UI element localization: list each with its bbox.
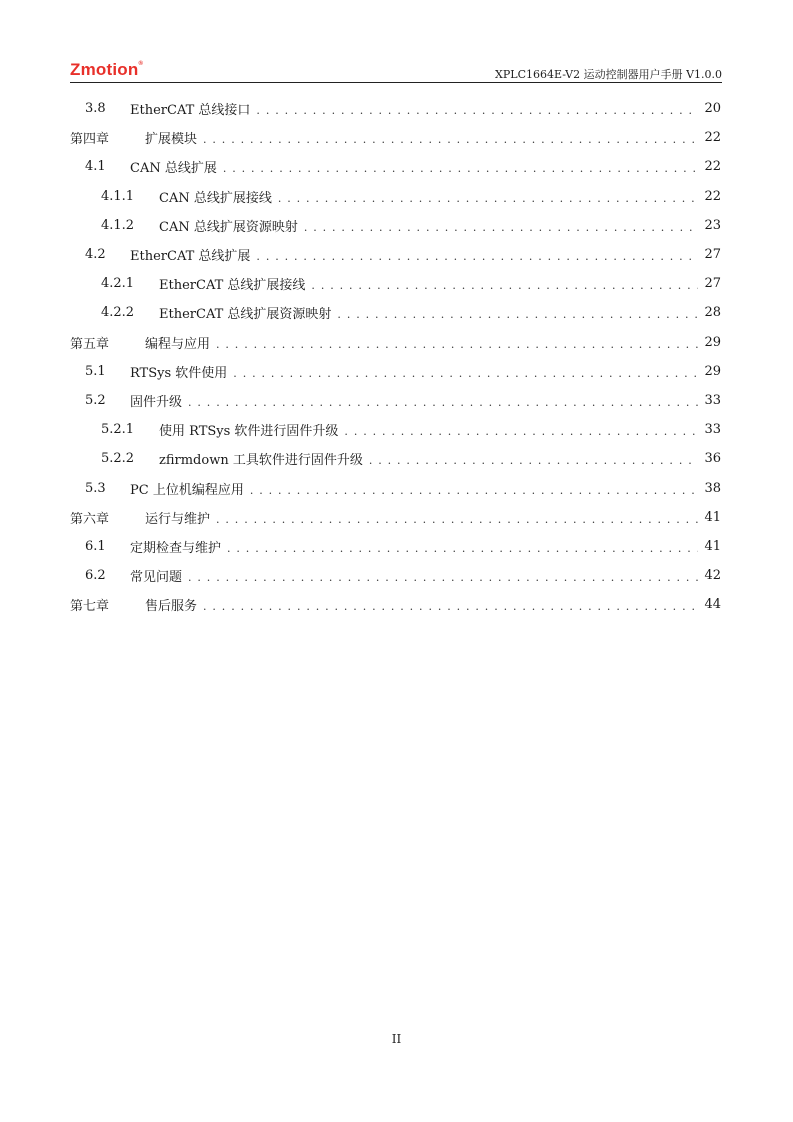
- toc-entry-page: 44: [704, 597, 721, 613]
- toc-entry-number: 4.1.1: [101, 188, 135, 204]
- toc-entry[interactable]: [70, 182, 721, 211]
- toc-entry[interactable]: [70, 532, 721, 561]
- toc-entry-title: 使用 RTSys 软件进行固件升级: [159, 424, 339, 440]
- toc-entry-title: EtherCAT 总线扩展资源映射: [159, 307, 332, 323]
- toc-entry-number: 3.8: [85, 101, 106, 117]
- toc-entry[interactable]: [70, 94, 721, 123]
- toc-entry[interactable]: [70, 298, 721, 327]
- toc-entry-title: 编程与应用: [145, 336, 211, 352]
- toc-entry-page: 28: [704, 305, 721, 321]
- toc-entry-number: 4.2.2: [101, 305, 135, 321]
- toc-entry-number: 第五章: [70, 336, 110, 352]
- toc-entry[interactable]: [70, 269, 721, 298]
- toc-entry-title: 售后服务: [145, 599, 198, 615]
- page-header: [70, 58, 722, 83]
- toc-entry-title: RTSys 软件使用: [130, 365, 228, 381]
- toc-entry-page: 33: [704, 392, 721, 408]
- toc-entry-title: CAN 总线扩展: [130, 161, 217, 177]
- toc-entry[interactable]: [70, 211, 721, 240]
- toc-entry-number: 5.1: [85, 363, 106, 379]
- toc-entry-page: 41: [704, 538, 721, 554]
- toc-dot-leader: [203, 600, 698, 613]
- toc-entry-page: 29: [704, 334, 721, 350]
- zmotion-logo: [70, 60, 143, 80]
- toc-entry[interactable]: [70, 503, 721, 532]
- toc-entry[interactable]: [70, 328, 721, 357]
- toc-entry-page: 22: [704, 130, 721, 146]
- toc-dot-leader: [188, 396, 698, 409]
- document-title: XPLC1664E-V2 运动控制器用户手册 V1.0.0: [495, 68, 722, 81]
- toc-dot-leader: [233, 367, 698, 380]
- toc-entry-title: CAN 总线扩展资源映射: [159, 219, 298, 235]
- toc-entry-number: 第四章: [70, 132, 110, 148]
- toc-entry-page: 29: [704, 363, 721, 379]
- toc-dot-leader: [369, 454, 699, 467]
- toc-dot-leader: [311, 279, 698, 292]
- toc-entry[interactable]: [70, 123, 721, 152]
- table-of-contents: [70, 94, 721, 619]
- toc-entry[interactable]: [70, 386, 721, 415]
- toc-entry-number: 第六章: [70, 511, 110, 527]
- toc-entry-number: 6.2: [85, 568, 106, 584]
- toc-dot-leader: [223, 162, 699, 175]
- toc-dot-leader: [216, 513, 698, 526]
- toc-entry-number: 5.2: [85, 392, 106, 408]
- toc-entry[interactable]: [70, 152, 721, 181]
- toc-entry-title: 扩展模块: [145, 132, 198, 148]
- toc-dot-leader: [337, 308, 698, 321]
- toc-entry-number: 4.2.1: [101, 276, 135, 292]
- toc-entry-page: 38: [704, 480, 721, 496]
- toc-entry-number: 4.1: [85, 159, 106, 175]
- toc-entry-number: 4.2: [85, 247, 106, 263]
- toc-entry-page: 42: [704, 568, 721, 584]
- toc-dot-leader: [304, 221, 699, 234]
- toc-entry[interactable]: [70, 240, 721, 269]
- toc-entry-title: PC 上位机编程应用: [130, 482, 244, 498]
- toc-entry-number: 6.1: [85, 538, 106, 554]
- toc-entry-page: 27: [704, 247, 721, 263]
- toc-entry-title: EtherCAT 总线扩展: [130, 249, 251, 265]
- toc-entry-number: 5.2.1: [101, 422, 135, 438]
- toc-dot-leader: [256, 250, 698, 263]
- toc-dot-leader: [216, 338, 698, 351]
- toc-entry-title: zfirmdown 工具软件进行固件升级: [159, 453, 363, 469]
- page-number: II: [391, 1032, 402, 1046]
- toc-entry-title: 运行与维护: [145, 511, 211, 527]
- toc-dot-leader: [188, 571, 698, 584]
- toc-dot-leader: [344, 425, 698, 438]
- toc-entry-title: 固件升级: [130, 394, 183, 410]
- toc-dot-leader: [227, 542, 698, 555]
- registered-mark: ®: [138, 61, 144, 67]
- toc-entry-page: 27: [704, 276, 721, 292]
- toc-entry-page: 20: [704, 101, 721, 117]
- toc-entry[interactable]: [70, 561, 721, 590]
- toc-entry[interactable]: [70, 473, 721, 502]
- toc-entry-page: 23: [704, 217, 721, 233]
- toc-entry-number: 5.2.2: [101, 451, 135, 467]
- toc-entry-title: EtherCAT 总线扩展接线: [159, 278, 306, 294]
- toc-dot-leader: [250, 484, 699, 497]
- toc-entry-page: 41: [704, 509, 721, 525]
- toc-entry-number: 4.1.2: [101, 217, 135, 233]
- logo-text: Zmotion: [70, 60, 139, 79]
- toc-entry[interactable]: [70, 444, 721, 473]
- toc-entry-page: 33: [704, 422, 721, 438]
- toc-entry[interactable]: [70, 357, 721, 386]
- toc-entry[interactable]: [70, 590, 721, 619]
- toc-dot-leader: [203, 133, 698, 146]
- toc-entry-number: 第七章: [70, 599, 110, 615]
- toc-entry[interactable]: [70, 415, 721, 444]
- toc-entry-title: CAN 总线扩展接线: [159, 190, 272, 206]
- toc-dot-leader: [278, 192, 699, 205]
- toc-entry-page: 22: [704, 159, 721, 175]
- toc-entry-title: 常见问题: [130, 570, 183, 586]
- toc-entry-page: 36: [704, 451, 721, 467]
- toc-entry-page: 22: [704, 188, 721, 204]
- toc-entry-title: EtherCAT 总线接口: [130, 103, 251, 119]
- toc-entry-title: 定期检查与维护: [130, 540, 222, 556]
- toc-entry-number: 5.3: [85, 480, 106, 496]
- toc-dot-leader: [256, 104, 698, 117]
